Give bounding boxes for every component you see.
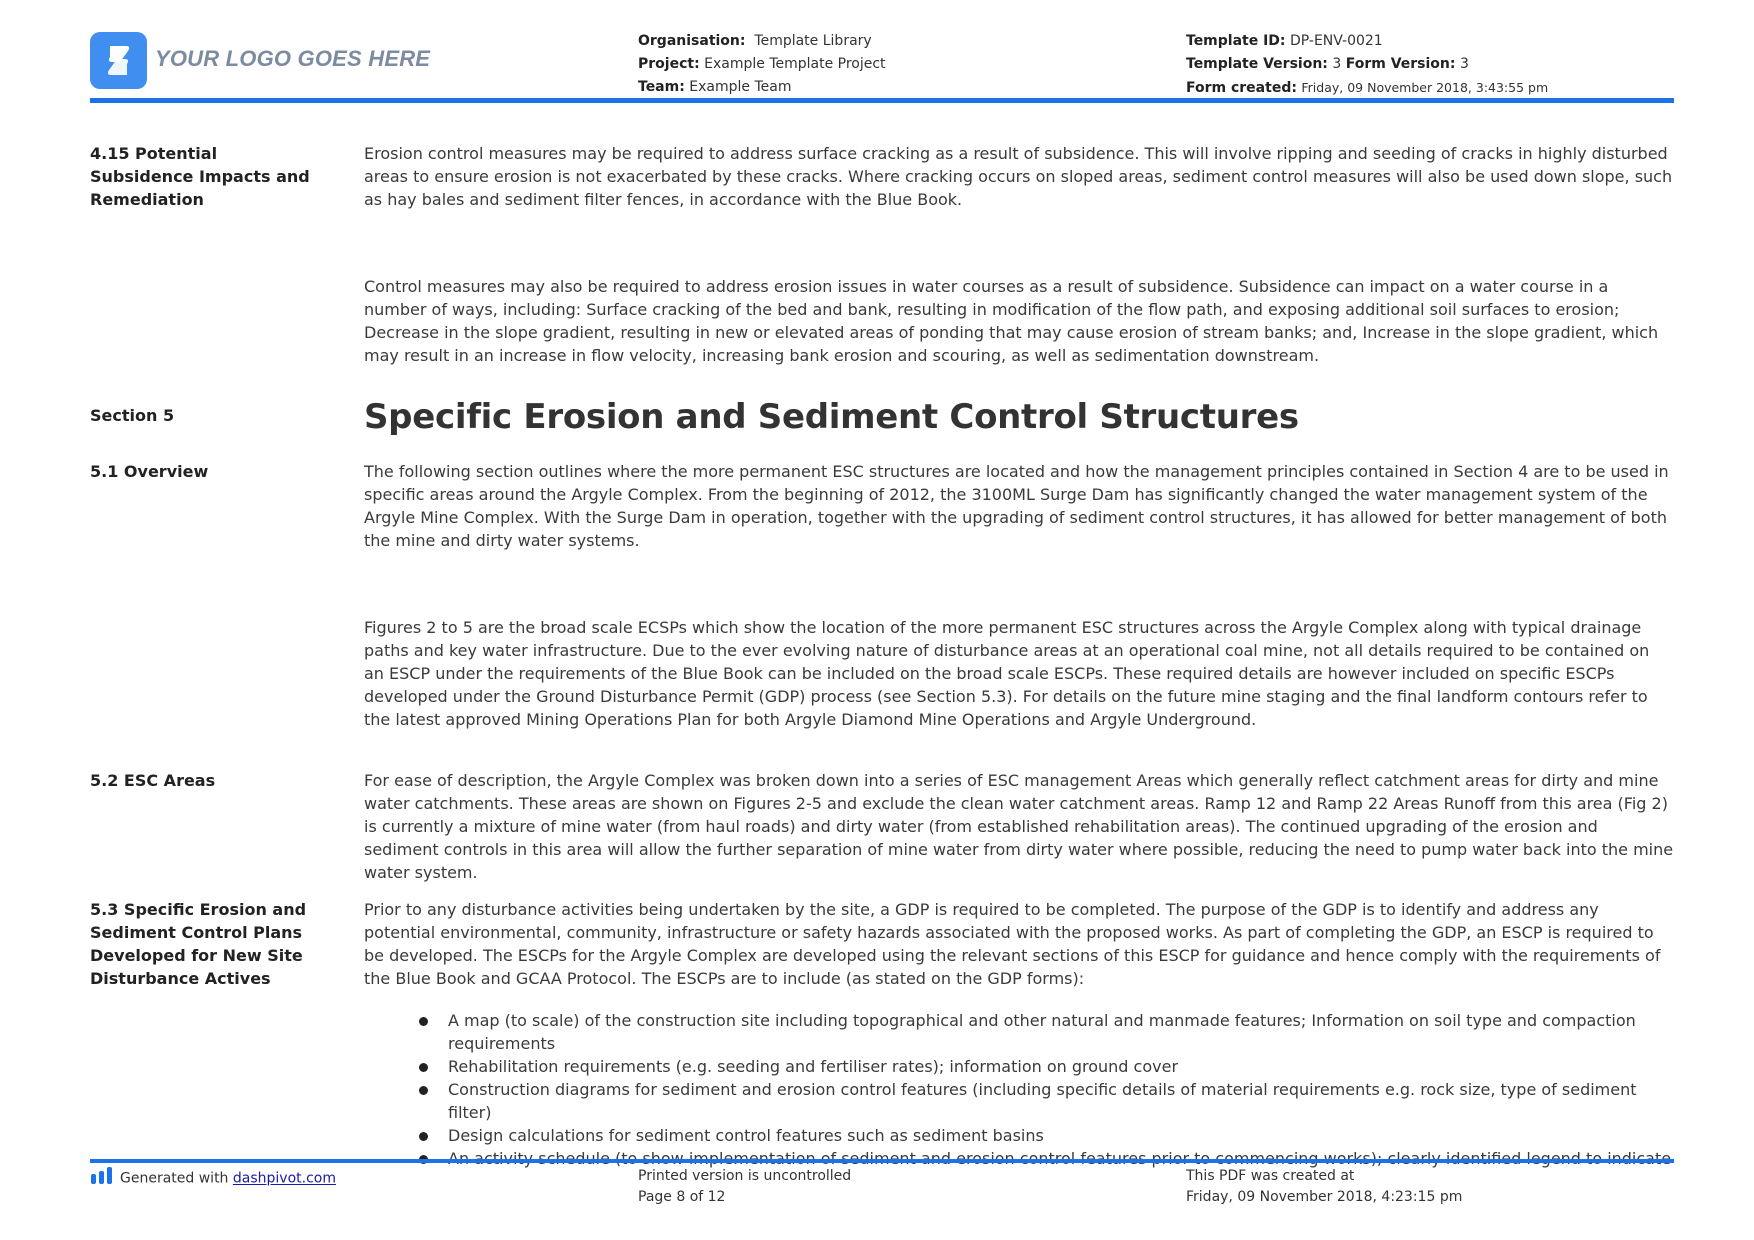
list-item: Construction diagrams for sediment and erosion control features (including specific details of material requirements e.g. rock size, type of sediment filter) [364,1078,1674,1124]
section-label: 5.2 ESC Areas [90,771,216,790]
list-item: A map (to scale) of the construction site including topographical and other natural and manmade features; Information on soil type and compaction requirements [364,1009,1674,1055]
page-number: Page 8 of 12 [638,1189,726,1205]
organisation-label: Organisation: [638,33,746,49]
bullet-icon [419,1017,428,1026]
form-version-label: Form Version: [1345,56,1456,72]
dashpivot-bars-icon [90,1166,114,1191]
page-header [90,28,1674,103]
template-id-label: Template ID: [1186,33,1286,49]
footer-divider [90,1159,1674,1163]
uncontrolled-note: Printed version is uncontrolled [638,1168,852,1184]
form-created-label: Form created: [1186,80,1297,96]
bullet-icon [419,1132,428,1141]
list-item: Design calculations for sediment control features such as sediment basins [364,1124,1674,1147]
organisation-value: Template Library [754,33,872,49]
header-meta-organisation [638,30,886,99]
logo-icon [90,32,147,89]
template-id-value: DP-ENV-0021 [1289,33,1383,49]
pdf-created-value: Friday, 09 November 2018, 4:23:15 pm [1186,1189,1463,1205]
logo-text: YOUR LOGO GOES HERE [155,46,431,71]
form-version-value: 3 [1459,56,1469,72]
template-version-label: Template Version: [1186,56,1328,72]
section-paragraph: Erosion control measures may be required to address surface cracking as a result of subsidence. This will involve ripping and seeding of cracks in highly disturbed areas to ensure erosion is not exacerbated by these cracks. Where cracking occurs on sloped areas, sediment control measures will also be used down slope, such as hay bales and sediment filter fences, in accordance with the Blue Book. [364,144,1673,209]
list-item: Rehabilitation requirements (e.g. seeding and fertiliser rates); information on ground cover [364,1055,1674,1078]
footer-print-info [638,1166,851,1208]
team-value: Example Team [689,79,792,95]
header-divider [90,98,1674,103]
section-paragraph: For ease of description, the Argyle Complex was broken down into a series of ESC management Areas which generally reflect catchment areas for dirty and mine water catchments. These areas are shown on Figures 2-5 and exclude the clean water catchment areas. Ramp 12 and Ramp 22 Areas Runoff from this area (Fig 2) is currently a mixture of mine water (from haul roads) and dirty water (from established rehabilitation areas). The continued upgrading of the erosion and sediment controls in this area will allow the further separation of mine water from dirty water where possible, reducing the need to pump water back into the mine water system. [364,771,1674,882]
generated-with [90,1166,336,1191]
bullet-icon [419,1086,428,1095]
header-meta-template [1186,30,1548,100]
team-label: Team: [638,79,685,95]
dashpivot-link[interactable]: dashpivot.com [232,1170,336,1187]
section-label: 5.3 Specific Erosion and Sediment Control Plans Developed for New Site Disturbance Actives [90,900,307,988]
page-footer [90,1166,1674,1216]
section-paragraph: The following section outlines where the more permanent ESC structures are located and how the management principles contained in Section 4 are to be used in specific areas around the Argyle Complex. From the beginning of 2012, the 3100ML Surge Dam has significantly changed the water management system of the Argyle Mine Complex. With the Surge Dam in operation, together with the upgrading of sediment control structures, it has allowed for better management of both the mine and dirty water systems. [364,462,1669,550]
section-paragraph: Prior to any disturbance activities being undertaken by the site, a GDP is required to be completed. The purpose of the GDP is to identify and address any potential environmental, community, infrastructure or safety hazards associated with the proposed works. As part of completing the GDP, an ESCP is required to be developed. The ESCPs for the Argyle Complex are developed using the relevant sections of this ESCP for guidance and hence comply with the requirements of the Blue Book and GCAA Protocol. The ESCPs are to include (as stated on the GDP forms): [364,900,1661,988]
generated-text: Generated with [120,1170,229,1187]
section-paragraph: Control measures may also be required to address erosion issues in water courses as a result of subsidence. Subsidence can impact on a water course in a number of ways, including: Surface cracking of the bed and bank, resulting in modification of the flow path, and exposing additional soil surfaces to erosion; Decrease in the slope gradient, resulting in new or elevated areas of ponding that may cause erosion of stream banks; and, Increase in the slope gradient, which may result in an increase in flow velocity, increasing bank erosion and scouring, as well as sedimentation downstream. [364,277,1659,365]
section-label: 5.1 Overview [90,462,209,481]
section-label: Section 5 [90,406,175,425]
section-paragraph: Figures 2 to 5 are the broad scale ECSPs which show the location of the more permanent ESC structures across the Argyle Complex along with typical drainage paths and key water infrastructure. Due to the ever evolving nature of disturbance areas at an operational coal mine, not all details required to be contained on an ESCP under the requirements of the Blue Book can be included on the broad scale ESCPs. These required details are however included on specific ESCPs developed under the Ground Disturbance Permit (GDP) process (see Section 5.3). For details on the future mine staging and the final landform contours refer to the latest approved Mining Operations Plan for both Argyle Diamond Mine Operations and Argyle Underground. [364,618,1650,729]
pdf-created-label: This PDF was created at [1186,1168,1355,1184]
template-version-value: 3 [1332,56,1342,72]
section-title: Specific Erosion and Sediment Control Structures [364,397,1299,437]
bullet-list [364,1009,1674,1170]
form-created-value: Friday, 09 November 2018, 3:43:55 pm [1301,80,1549,95]
project-label: Project: [638,56,700,72]
section-label: 4.15 Potential Subsidence Impacts and Remediation [90,144,310,209]
project-value: Example Template Project [704,56,886,72]
bullet-icon [419,1063,428,1072]
footer-pdf-info [1186,1166,1462,1208]
